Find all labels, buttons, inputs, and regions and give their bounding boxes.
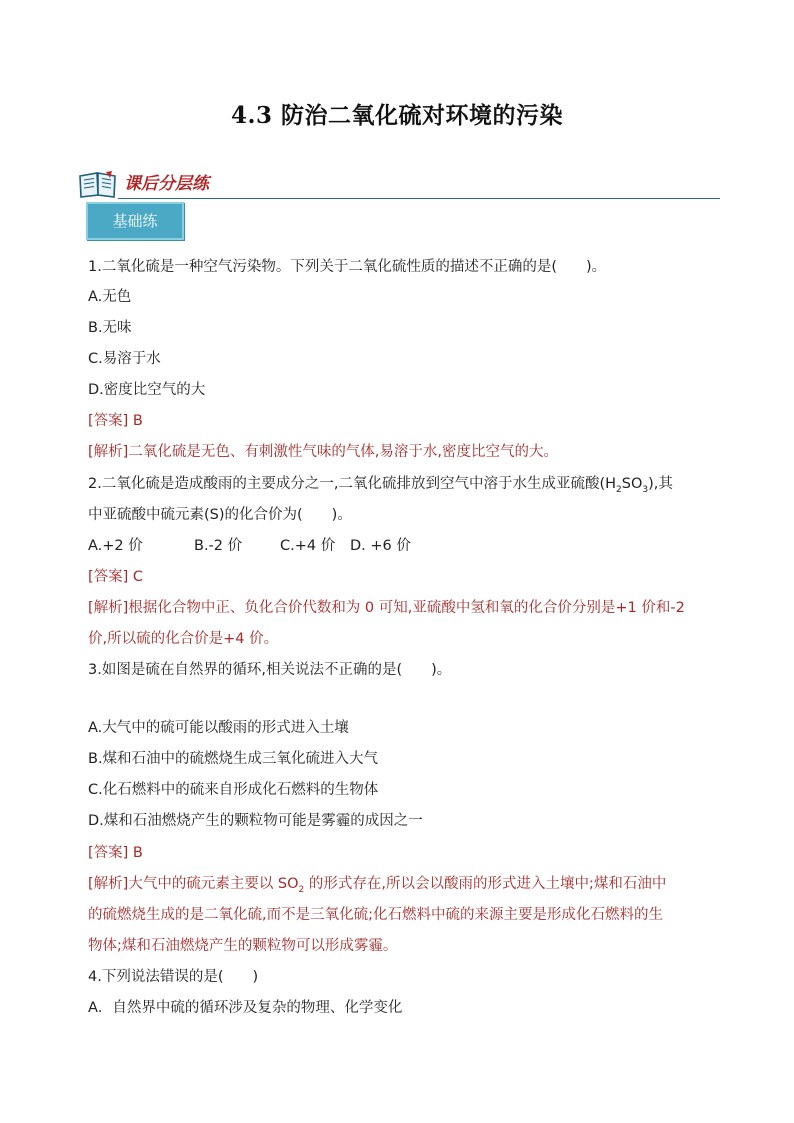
q2-option-a: A.+2 价 <box>88 538 143 554</box>
q2-option-d: D. +6 价 <box>350 538 411 554</box>
q2-answer: [答案] C <box>88 569 144 585</box>
level-tag: 基础练 <box>86 202 184 240</box>
q3-option-c: C.化石燃料中的硫来自形成化石燃料的生物体 <box>88 782 379 798</box>
q2-option-b: B.-2 价 <box>194 538 243 554</box>
q2-stem-line2: 中亚硫酸中硫元素(S)的化合价为( )。 <box>88 507 352 523</box>
q3-stem: 3.如图是硫在自然界的循环,相关说法不正确的是( )。 <box>88 662 452 678</box>
q1-stem: 1.二氧化硫是一种空气污染物。下列关于二氧化硫性质的描述不正确的是( )。 <box>88 259 607 275</box>
q3-option-d: D.煤和石油燃烧产生的颗粒物可能是雾霾的成因之一 <box>88 813 423 829</box>
q1-option-c: C.易溶于水 <box>88 351 161 367</box>
section-header <box>78 166 720 200</box>
section-divider <box>118 198 720 199</box>
q1-option-a: A.无色 <box>88 289 132 305</box>
q3-option-a: A.大气中的硫可能以酸雨的形式进入土壤 <box>88 720 349 736</box>
q2-options <box>88 536 411 556</box>
q2-stem-line1: 2.二氧化硫是造成酸雨的主要成分之一,二氧化硫排放到空气中溶于水生成亚硫酸$(H_2SO_3)$,其 <box>88 476 673 495</box>
q2-option-c: C.+4 价 <box>280 538 336 554</box>
q1-option-b: B.无味 <box>88 320 132 336</box>
q3-option-b: B.煤和石油中的硫燃烧生成三氧化硫进入大气 <box>88 751 379 767</box>
page-title: 4.3 防治二氧化硫对环境的污染 <box>230 102 564 129</box>
q2-analysis-line1: [解析]根据化合物中正、负化合价代数和为 0 可知,亚硫酸中氢和氧的化合价分别是+1 价和-2 <box>88 600 685 616</box>
section-label: 课后分层练 <box>124 174 209 194</box>
q3-answer: [答案] B <box>88 845 143 861</box>
q1-answer: [答案] B <box>88 413 143 429</box>
q3-analysis-line3: 物体;煤和石油燃烧产生的颗粒物可以形成雾霾。 <box>88 938 398 954</box>
q3-analysis-line1: [解析]大气中的硫元素主要以 $SO_2$ 的形式存在,所以会以酸雨的形式进入土壤中;煤和石油中 <box>88 876 667 895</box>
q2-analysis-line2: 价,所以硫的化合价是+4 价。 <box>88 631 279 647</box>
q4-option-a: A．自然界中硫的循环涉及复杂的物理、化学变化 <box>88 1000 403 1016</box>
q1-option-d: D.密度比空气的大 <box>88 382 206 398</box>
q1-analysis: [解析]二氧化硫是无色、有刺激性气味的气体,易溶于水,密度比空气的大。 <box>88 444 559 460</box>
q4-stem: 4.下列说法错误的是( ) <box>88 969 259 985</box>
book-icon <box>78 170 118 198</box>
q3-analysis-line2: 的硫燃烧生成的是二氧化硫,而不是三氧化硫;化石燃料中硫的来源主要是形成化石燃料的生 <box>88 907 663 923</box>
